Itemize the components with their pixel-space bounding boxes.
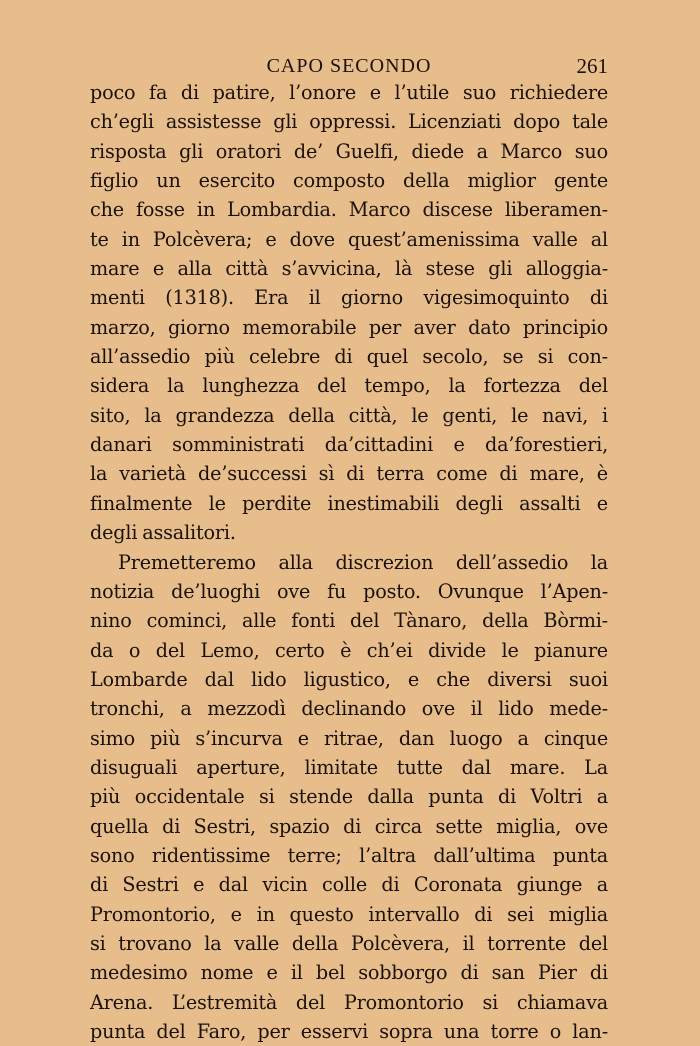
text-line: all’assedio più celebre di quel secolo, se si con- — [90, 345, 608, 369]
text-line: te in Polcèvera; e dove quest’amenissima valle al — [90, 227, 608, 251]
text-line: si trovano la valle della Polcèvera, il torrente del — [90, 931, 608, 955]
text-line: Promontorio, e in questo intervallo di sei miglia — [90, 902, 608, 926]
text-line: tronchi, a mezzodì declinando ove il lido mede- — [90, 697, 608, 721]
page-number: 261 — [576, 54, 608, 78]
text-line: nino cominci, alle fonti del Tànaro, della Bòrmi- — [90, 609, 608, 633]
body-text — [90, 78, 608, 1046]
text-line: sito, la grandezza della città, le genti, le navi, i — [90, 403, 608, 427]
text-line: finalmente le perdite inestimabili degli assalti e — [90, 491, 608, 515]
text-line: Premetteremo alla discrezion dell’assedio la — [118, 550, 608, 574]
text-line: risposta gli oratori de’ Guelfi, diede a Marco suo — [90, 139, 608, 163]
text-line: notizia de’luoghi ove fu posto. Ovunque l’Apen- — [90, 579, 608, 603]
text-line: Lombarde dal lido ligustico, e che diversi suoi — [90, 667, 608, 691]
text-line: poco fa di patire, l’onore e l’utile suo richiedere — [90, 81, 608, 104]
text-line: più occidentale si stende dalla punta di Voltri a — [90, 785, 608, 809]
text-line: menti (1318). Era il giorno vigesimoquinto di — [90, 286, 608, 310]
text-line: che fosse in Lombardia. Marco discese liberamen- — [90, 198, 608, 222]
text-line: Arena. L’estremità del Promontorio si chiamava — [90, 990, 608, 1014]
text-line: da o del Lemo, certo è ch’ei divide le pianure — [90, 638, 608, 662]
text-line: medesimo nome e il bel sobborgo di san Pier di — [90, 961, 608, 985]
text-line: punta del Faro, per esservi sopra una torre o lan- — [90, 1020, 608, 1043]
running-head — [90, 52, 608, 80]
text-line: mare e alla città s’avvicina, là stese gli alloggia- — [90, 257, 608, 281]
text-line: la varietà de’successi sì di terra come di mare, è — [90, 462, 608, 486]
text-line: simo più s’incurva e ritrae, dan luogo a cinque — [90, 726, 608, 750]
text-line: quella di Sestri, spazio di circa sette miglia, ove — [90, 814, 608, 838]
chapter-title: CAPO SECONDO — [266, 55, 432, 77]
text-line: di Sestri e dal vicin colle di Coronata giunge a — [90, 873, 608, 897]
text-line: ch’egli assistesse gli oppressi. Licenziati dopo tale — [90, 110, 608, 134]
text-line: marzo, giorno memorabile per aver dato principio — [90, 315, 608, 339]
text-line: figlio un esercito composto della miglior gente — [90, 169, 608, 193]
text-line: danari somministrati da’cittadini e da’forestieri, — [90, 433, 608, 457]
text-line: sono ridentissime terre; l’altra dall’ultima punta — [90, 843, 608, 867]
text-line: degli assalitori. — [90, 521, 236, 545]
text-line: sidera la lunghezza del tempo, la fortezza del — [90, 374, 608, 398]
text-line: disuguali aperture, limitate tutte dal mare. La — [90, 755, 608, 779]
